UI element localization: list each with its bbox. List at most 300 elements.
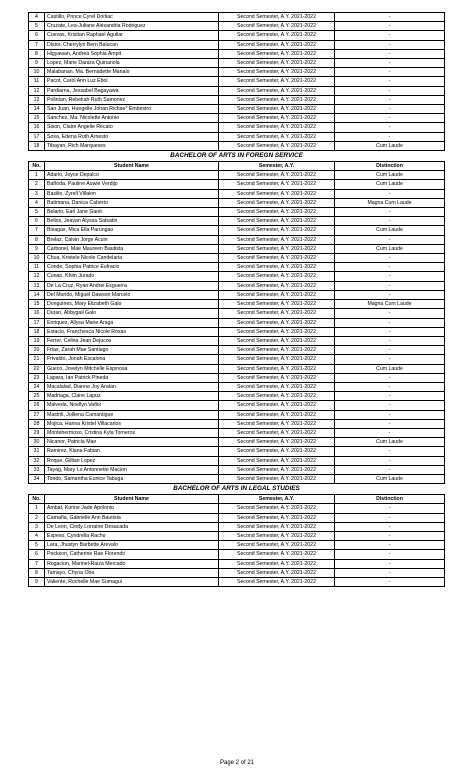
distinction-cell: - (335, 382, 445, 391)
semester-cell: Second Semester, A.Y. 2021-2022 (219, 86, 335, 95)
distinction-cell: - (335, 401, 445, 410)
semester-cell: Second Semester, A.Y. 2021-2022 (219, 13, 335, 22)
row-number: 6 (29, 31, 45, 40)
distinction-cell: - (335, 373, 445, 382)
distinction-cell: Cum Laude (335, 364, 445, 373)
semester-cell: Second Semester, A.Y. 2021-2022 (219, 49, 335, 58)
table-row (29, 226, 445, 235)
row-number: 10 (29, 254, 45, 263)
distinction-cell: - (335, 465, 445, 474)
row-number: 31 (29, 447, 45, 456)
student-name: Lopez, Marie Daniza Quinanola (45, 59, 219, 68)
row-number: 2 (29, 180, 45, 189)
student-name: De La Cruz, Ryan Andrei Esguerra (45, 281, 219, 290)
semester-cell: Second Semester, A.Y. 2021-2022 (219, 59, 335, 68)
row-number: 23 (29, 373, 45, 382)
semester-cell: Second Semester, A.Y. 2021-2022 (219, 456, 335, 465)
semester-cell: Second Semester, A.Y. 2021-2022 (219, 447, 335, 456)
semester-cell: Second Semester, A.Y. 2021-2022 (219, 419, 335, 428)
distinction-cell: Cum Laude (335, 180, 445, 189)
semester-cell: Second Semester, A.Y. 2021-2022 (219, 281, 335, 290)
semester-cell: Second Semester, A.Y. 2021-2022 (219, 226, 335, 235)
distinction-cell: Cum Laude (335, 141, 445, 150)
semester-cell: Second Semester, A.Y. 2021-2022 (219, 318, 335, 327)
table-row (29, 392, 445, 401)
semester-cell: Second Semester, A.Y. 2021-2022 (219, 428, 335, 437)
semester-cell: Second Semester, A.Y. 2021-2022 (219, 465, 335, 474)
header-student-name: Student Name (45, 162, 219, 171)
table-row (29, 428, 445, 437)
graduates-list (28, 12, 444, 587)
semester-cell: Second Semester, A.Y. 2021-2022 (219, 327, 335, 336)
student-name: Castillo, Prince Cyrel Dorliac (45, 13, 219, 22)
student-name: Duran, Abbygail Galo (45, 309, 219, 318)
row-number: 22 (29, 364, 45, 373)
semester-cell: Second Semester, A.Y. 2021-2022 (219, 105, 335, 114)
row-number: 21 (29, 355, 45, 364)
row-number: 26 (29, 401, 45, 410)
student-name: De Leon, Cindy Lorraine Desacada (45, 522, 219, 531)
row-number: 16 (29, 123, 45, 132)
semester-cell: Second Semester, A.Y. 2021-2022 (219, 180, 335, 189)
table-row (29, 281, 445, 290)
semester-cell: Second Semester, A.Y. 2021-2022 (219, 68, 335, 77)
distinction-cell: - (335, 22, 445, 31)
distinction-cell: - (335, 105, 445, 114)
semester-cell: Second Semester, A.Y. 2021-2022 (219, 235, 335, 244)
student-name: Lapara, Ian Patrick Pineda (45, 373, 219, 382)
distinction-cell: - (335, 59, 445, 68)
row-number: 7 (29, 559, 45, 568)
student-name: Sosa, Edena Ruth Arnesto (45, 132, 219, 141)
distinction-cell: - (335, 40, 445, 49)
distinction-cell: - (335, 290, 445, 299)
row-number: 5 (29, 208, 45, 217)
row-number: 4 (29, 531, 45, 540)
student-name: Sison, Claire Angelie Recato (45, 123, 219, 132)
distinction-cell: - (335, 550, 445, 559)
student-name: Tamayo, Chyna Oba (45, 568, 219, 577)
student-name: Roque, Gillian Lopez (45, 456, 219, 465)
student-name: Cunan, Khim Jurado (45, 272, 219, 281)
table-row (29, 300, 445, 309)
table-row (29, 456, 445, 465)
table-row (29, 474, 445, 483)
distinction-cell: - (335, 132, 445, 141)
table-row (29, 208, 445, 217)
semester-cell: Second Semester, A.Y. 2021-2022 (219, 438, 335, 447)
distinction-cell: - (335, 31, 445, 40)
table-row (29, 318, 445, 327)
row-number: 7 (29, 40, 45, 49)
semester-cell: Second Semester, A.Y. 2021-2022 (219, 531, 335, 540)
table-row (29, 559, 445, 568)
student-name: Valiente, Rochelle Mae Sumagui (45, 577, 219, 586)
distinction-cell: - (335, 123, 445, 132)
student-name: Ambat, Korine Jade Apolonio (45, 504, 219, 513)
distinction-cell: - (335, 355, 445, 364)
table-body (29, 13, 445, 587)
student-name: Malveda, Noellyn Vaflor (45, 401, 219, 410)
table-row (29, 263, 445, 272)
table-row (29, 382, 445, 391)
student-name: Carbonel, Mae Maureen Bautista (45, 244, 219, 253)
student-name: Montehermoso, Cristina Kyla Torneros (45, 428, 219, 437)
student-name: Estacio, Franchesca Nicole Roxas (45, 327, 219, 336)
semester-cell: Second Semester, A.Y. 2021-2022 (219, 355, 335, 364)
header-semester: Semester, A.Y. (219, 495, 335, 504)
row-number: 9 (29, 577, 45, 586)
page-footer: Page 2 of 21 (219, 760, 255, 766)
row-number: 30 (29, 438, 45, 447)
distinction-cell: - (335, 559, 445, 568)
semester-cell: Second Semester, A.Y. 2021-2022 (219, 559, 335, 568)
column-header-row (29, 162, 445, 171)
table-row (29, 465, 445, 474)
column-header-row (29, 495, 445, 504)
distinction-cell: - (335, 77, 445, 86)
table-row (29, 86, 445, 95)
semester-cell: Second Semester, A.Y. 2021-2022 (219, 114, 335, 123)
row-number: 20 (29, 346, 45, 355)
table-row (29, 123, 445, 132)
table-row (29, 364, 445, 373)
student-name: Mastrili, Jolliena Camantigue (45, 410, 219, 419)
row-number: 4 (29, 13, 45, 22)
semester-cell: Second Semester, A.Y. 2021-2022 (219, 208, 335, 217)
header-no: No. (29, 162, 45, 171)
student-name: Conde, Sophia Patrice Eufracio (45, 263, 219, 272)
row-number: 28 (29, 419, 45, 428)
table-row (29, 171, 445, 180)
semester-cell: Second Semester, A.Y. 2021-2022 (219, 346, 335, 355)
table-row (29, 438, 445, 447)
distinction-cell: - (335, 235, 445, 244)
semester-cell: Second Semester, A.Y. 2021-2022 (219, 244, 335, 253)
student-name: Pacot, Carol Ann Luz Ebol (45, 77, 219, 86)
table-row (29, 419, 445, 428)
table-row (29, 254, 445, 263)
distinction-cell: - (335, 392, 445, 401)
row-number: 5 (29, 541, 45, 550)
student-name: Sanchez, Ma. Nicolette Antonio (45, 114, 219, 123)
row-number: 11 (29, 263, 45, 272)
distinction-cell: - (335, 513, 445, 522)
row-number: 15 (29, 114, 45, 123)
table-row (29, 217, 445, 226)
table-row (29, 59, 445, 68)
table-row (29, 550, 445, 559)
table-row (29, 13, 445, 22)
semester-cell: Second Semester, A.Y. 2021-2022 (219, 474, 335, 483)
table-row (29, 577, 445, 586)
row-number: 7 (29, 226, 45, 235)
row-number: 1 (29, 171, 45, 180)
student-name: Nicanor, Patricia Mae (45, 438, 219, 447)
student-name: Gueco, Jovelyn Mitchelle Espinosa (45, 364, 219, 373)
semester-cell: Second Semester, A.Y. 2021-2022 (219, 171, 335, 180)
table-row (29, 68, 445, 77)
distinction-cell: - (335, 568, 445, 577)
table-row (29, 410, 445, 419)
row-number: 6 (29, 217, 45, 226)
table-row (29, 22, 445, 31)
row-number: 12 (29, 86, 45, 95)
semester-cell: Second Semester, A.Y. 2021-2022 (219, 309, 335, 318)
header-distinction: Distinction (335, 162, 445, 171)
header-semester: Semester, A.Y. (219, 162, 335, 171)
semester-cell: Second Semester, A.Y. 2021-2022 (219, 189, 335, 198)
row-number: 9 (29, 59, 45, 68)
distinction-cell: - (335, 336, 445, 345)
table-row (29, 355, 445, 364)
semester-cell: Second Semester, A.Y. 2021-2022 (219, 504, 335, 513)
row-number: 13 (29, 95, 45, 104)
distinction-cell: - (335, 95, 445, 104)
table-row (29, 189, 445, 198)
row-number: 18 (29, 327, 45, 336)
semester-cell: Second Semester, A.Y. 2021-2022 (219, 568, 335, 577)
semester-cell: Second Semester, A.Y. 2021-2022 (219, 198, 335, 207)
student-name: Batimana, Danica Caberto (45, 198, 219, 207)
student-name: Cruzate, Lea-Juliane Alexandria Rodriguez (45, 22, 219, 31)
distinction-cell: Magna Cum Laude (335, 300, 445, 309)
row-number: 1 (29, 504, 45, 513)
student-name: Lara, Jhustyn Barbette Arevalo (45, 541, 219, 550)
row-number: 24 (29, 382, 45, 391)
row-number: 25 (29, 392, 45, 401)
section-title: BACHELOR OF ARTS IN FOREGN SERVICE (29, 151, 445, 162)
table-row (29, 141, 445, 150)
table-row (29, 531, 445, 540)
table-row (29, 132, 445, 141)
distinction-cell: - (335, 86, 445, 95)
semester-cell: Second Semester, A.Y. 2021-2022 (219, 336, 335, 345)
distinction-cell: - (335, 410, 445, 419)
table-row (29, 513, 445, 522)
row-number: 14 (29, 105, 45, 114)
row-number: 15 (29, 300, 45, 309)
distinction-cell: - (335, 577, 445, 586)
row-number: 14 (29, 290, 45, 299)
semester-cell: Second Semester, A.Y. 2021-2022 (219, 410, 335, 419)
student-name: Madriaga, Claire Lapuz (45, 392, 219, 401)
row-number: 8 (29, 568, 45, 577)
table-row (29, 105, 445, 114)
table-row (29, 272, 445, 281)
semester-cell: Second Semester, A.Y. 2021-2022 (219, 401, 335, 410)
row-number: 17 (29, 132, 45, 141)
table-row (29, 49, 445, 58)
student-name: Basilio, Zyrell Villalon (45, 189, 219, 198)
semester-cell: Second Semester, A.Y. 2021-2022 (219, 272, 335, 281)
student-name: San Juan, Huegelle Johan Richae* Embestro (45, 105, 219, 114)
semester-cell: Second Semester, A.Y. 2021-2022 (219, 40, 335, 49)
student-name: Pardiarna, Jessabel Bagayawa (45, 86, 219, 95)
student-name: Tondo, Samantha Eunice Tabuga (45, 474, 219, 483)
semester-cell: Second Semester, A.Y. 2021-2022 (219, 217, 335, 226)
row-number: 8 (29, 49, 45, 58)
student-name: Tibayan, Rich Marqueses (45, 141, 219, 150)
distinction-cell: Cum Laude (335, 171, 445, 180)
row-number: 13 (29, 281, 45, 290)
row-number: 3 (29, 522, 45, 531)
distinction-cell: - (335, 49, 445, 58)
student-name: Macalalad, Dianne Joy Aratan (45, 382, 219, 391)
table-row (29, 31, 445, 40)
header-student-name: Student Name (45, 495, 219, 504)
table-row (29, 504, 445, 513)
semester-cell: Second Semester, A.Y. 2021-2022 (219, 263, 335, 272)
distinction-cell: - (335, 68, 445, 77)
student-name: Adarlo, Joyce Depalco (45, 171, 219, 180)
semester-cell: Second Semester, A.Y. 2021-2022 (219, 513, 335, 522)
semester-cell: Second Semester, A.Y. 2021-2022 (219, 577, 335, 586)
row-number: 27 (29, 410, 45, 419)
row-number: 32 (29, 456, 45, 465)
section-title: BACHELOR OF ARTS IN LEGAL STUDIES (29, 484, 445, 495)
semester-cell: Second Semester, A.Y. 2021-2022 (219, 141, 335, 150)
row-number: 2 (29, 513, 45, 522)
semester-cell: Second Semester, A.Y. 2021-2022 (219, 254, 335, 263)
semester-cell: Second Semester, A.Y. 2021-2022 (219, 522, 335, 531)
student-name: Del Mundo, Miguel Dawson Marcelo (45, 290, 219, 299)
semester-cell: Second Semester, A.Y. 2021-2022 (219, 541, 335, 550)
semester-cell: Second Semester, A.Y. 2021-2022 (219, 95, 335, 104)
student-name: Chua, Kristele Nicole Candelaria (45, 254, 219, 263)
student-name: Malabanan, Ma. Bernadette Manalo (45, 68, 219, 77)
header-distinction: Distinction (335, 495, 445, 504)
distinction-cell: - (335, 254, 445, 263)
distinction-cell: - (335, 13, 445, 22)
table-row (29, 327, 445, 336)
row-number: 18 (29, 141, 45, 150)
distinction-cell: Cum Laude (335, 226, 445, 235)
distinction-cell: - (335, 522, 445, 531)
semester-cell: Second Semester, A.Y. 2021-2022 (219, 22, 335, 31)
row-number: 4 (29, 198, 45, 207)
table-row (29, 198, 445, 207)
student-name: Bellos, Jeavan Alyssa Satsatin (45, 217, 219, 226)
semester-cell: Second Semester, A.Y. 2021-2022 (219, 123, 335, 132)
distinction-cell: - (335, 189, 445, 198)
student-name: Donguines, Mary Elizabeth Galo (45, 300, 219, 309)
row-number: 10 (29, 68, 45, 77)
distinction-cell: - (335, 272, 445, 281)
distinction-cell: - (335, 318, 445, 327)
table-row (29, 346, 445, 355)
student-name: Polintan, Rebekah Ruth Samonez (45, 95, 219, 104)
table-row (29, 290, 445, 299)
row-number: 6 (29, 550, 45, 559)
row-number: 17 (29, 318, 45, 327)
student-name: Cuevas, Kristian Raphael Aguilar (45, 31, 219, 40)
student-name: Frias, Zarah Mae Santiago (45, 346, 219, 355)
distinction-cell: - (335, 217, 445, 226)
distinction-cell: - (335, 327, 445, 336)
row-number: 34 (29, 474, 45, 483)
semester-cell: Second Semester, A.Y. 2021-2022 (219, 392, 335, 401)
distinction-cell: Cum Laude (335, 474, 445, 483)
table-row (29, 40, 445, 49)
distinction-cell: - (335, 114, 445, 123)
student-name: Tayag, Mary Lu Antonnette Macion (45, 465, 219, 474)
table-row (29, 541, 445, 550)
student-name: Espeso, Cyndrella Racho (45, 531, 219, 540)
semester-cell: Second Semester, A.Y. 2021-2022 (219, 77, 335, 86)
table-row (29, 235, 445, 244)
row-number: 16 (29, 309, 45, 318)
table-row (29, 373, 445, 382)
table-row (29, 309, 445, 318)
student-name: Belario, Earl Jane Ganit (45, 208, 219, 217)
student-name: Ramirez, Kiana Fabian (45, 447, 219, 456)
row-number: 5 (29, 22, 45, 31)
table-row (29, 77, 445, 86)
student-name: Frivaldo, Jonah Escalona (45, 355, 219, 364)
semester-cell: Second Semester, A.Y. 2021-2022 (219, 31, 335, 40)
table-row (29, 568, 445, 577)
student-name: Higyawan, Andrea Sophia Ampit (45, 49, 219, 58)
semester-cell: Second Semester, A.Y. 2021-2022 (219, 300, 335, 309)
row-number: 9 (29, 244, 45, 253)
student-name: Brelaz, Calvin Jorge Acuin (45, 235, 219, 244)
header-no: No. (29, 495, 45, 504)
distinction-cell: - (335, 419, 445, 428)
table-row (29, 447, 445, 456)
semester-cell: Second Semester, A.Y. 2021-2022 (219, 290, 335, 299)
semester-cell: Second Semester, A.Y. 2021-2022 (219, 373, 335, 382)
distinction-cell: - (335, 504, 445, 513)
table-row (29, 401, 445, 410)
semester-cell: Second Semester, A.Y. 2021-2022 (219, 132, 335, 141)
distinction-cell: - (335, 531, 445, 540)
student-name: Camaña, Gabrielle Ann Bautista (45, 513, 219, 522)
row-number: 8 (29, 235, 45, 244)
student-name: Bañoda, Pauline Auwie Verdijo (45, 180, 219, 189)
student-name: Bisagas, Mica Ella Parungao (45, 226, 219, 235)
distinction-cell: - (335, 281, 445, 290)
row-number: 29 (29, 428, 45, 437)
table-row (29, 522, 445, 531)
distinction-cell: Cum Laude (335, 438, 445, 447)
semester-cell: Second Semester, A.Y. 2021-2022 (219, 382, 335, 391)
table-row (29, 114, 445, 123)
row-number: 33 (29, 465, 45, 474)
row-number: 3 (29, 189, 45, 198)
table-row (29, 244, 445, 253)
table-row (29, 180, 445, 189)
distinction-cell: - (335, 208, 445, 217)
section-title-row (29, 151, 445, 162)
section-title-row (29, 484, 445, 495)
semester-cell: Second Semester, A.Y. 2021-2022 (219, 364, 335, 373)
student-name: Ferrer, Celina Jean Dejucos (45, 336, 219, 345)
student-name: Distor, Cherrylyn Bern Balucan (45, 40, 219, 49)
graduates-table (28, 12, 445, 587)
student-name: Peckson, Catherine Rae Florendo (45, 550, 219, 559)
distinction-cell: Cum Laude (335, 244, 445, 253)
student-name: Enriquez, Allysa Marie Araga (45, 318, 219, 327)
distinction-cell: Magna Cum Laude (335, 198, 445, 207)
distinction-cell: - (335, 456, 445, 465)
distinction-cell: - (335, 263, 445, 272)
distinction-cell: - (335, 309, 445, 318)
table-row (29, 95, 445, 104)
semester-cell: Second Semester, A.Y. 2021-2022 (219, 550, 335, 559)
table-row (29, 336, 445, 345)
student-name: Rogacion, Marinel-Raiza Mercado (45, 559, 219, 568)
